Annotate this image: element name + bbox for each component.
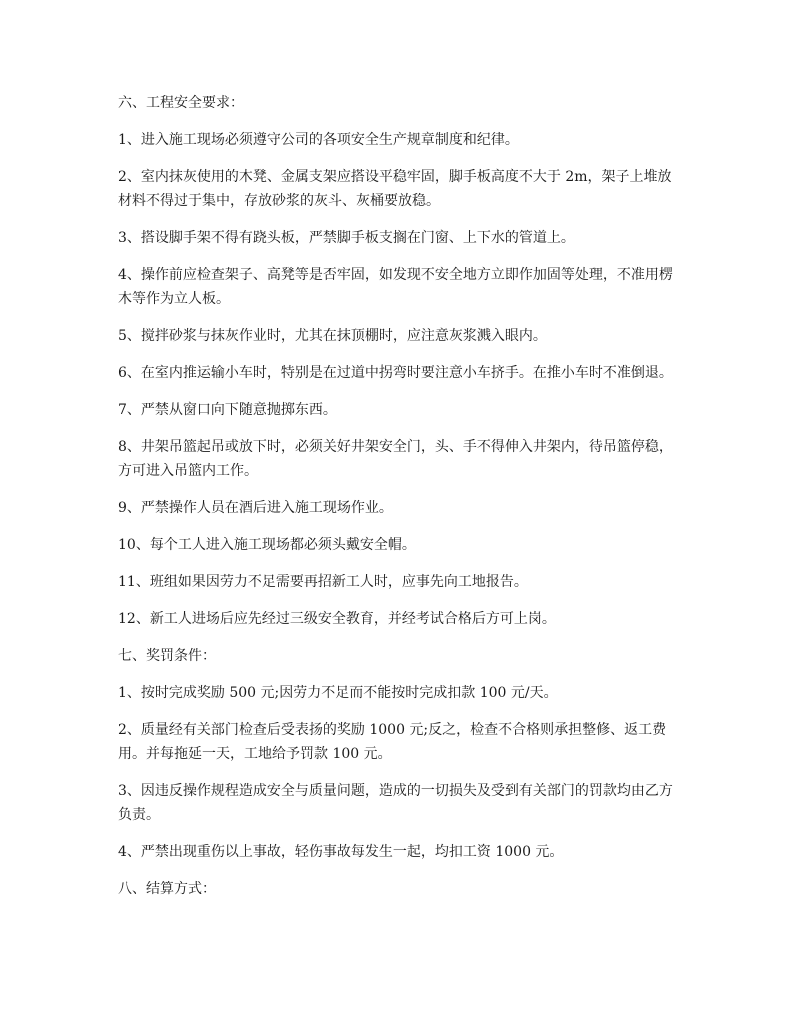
safety-item-5: 5、搅拌砂浆与抹灰作业时，尤其在抹顶棚时，应注意灰浆溅入眼内。: [118, 328, 547, 344]
safety-item-8: 8、井架吊篮起吊或放下时，必须关好井架安全门，头、手不得伸入井架内，待吊篮停稳，方可进入吊篮内工作。: [118, 439, 673, 479]
safety-item-2: 2、室内抹灰使用的木凳、金属支架应搭设平稳牢固，脚手板高度不大于 2m，架子上堆放材料不得过于集中，存放砂浆的灰斗、灰桶要放稳。: [118, 169, 672, 209]
reward-item-3: 3、因违反操作规程造成安全与质量问题，造成的一切损失及受到有关部门的罚款均由乙方负责。: [118, 783, 673, 823]
safety-item-10: 10、每个工人进入施工现场都必须头戴安全帽。: [118, 537, 416, 553]
safety-item-4: 4、操作前应检查架子、高凳等是否牢固，如发现不安全地方立即作加固等处理，不准用楞木等作为立人板。: [118, 267, 673, 307]
reward-item-4: 4、严禁出现重伤以上事故，轻伤事故每发生一起，均扣工资 1000 元。: [118, 844, 564, 860]
safety-item-12: 12、新工人进场后应先经过三级安全教育，并经考试合格后方可上岗。: [118, 611, 556, 627]
section-heading-rewards: 七、奖罚条件：: [118, 648, 216, 664]
section-heading-safety: 六、工程安全要求：: [118, 95, 244, 111]
section-heading-settlement: 八、结算方式：: [118, 881, 216, 897]
safety-item-9: 9、严禁操作人员在酒后进入施工现场作业。: [118, 500, 393, 516]
safety-item-7: 7、严禁从窗口向下随意抛掷东西。: [118, 402, 337, 418]
safety-item-3: 3、搭设脚手架不得有跷头板，严禁脚手板支搁在门窗、上下水的管道上。: [118, 230, 575, 246]
safety-item-1: 1、进入施工现场必须遵守公司的各项安全生产规章制度和纪律。: [118, 132, 519, 148]
safety-item-6: 6、在室内推运输小车时，特别是在过道中拐弯时要注意小车挤手。在推小车时不准倒退。: [118, 365, 673, 381]
document-body: [118, 91, 678, 914]
reward-item-1: 1、按时完成奖励 500 元;因劳力不足而不能按时完成扣款 100 元/天。: [118, 685, 558, 701]
reward-item-2: 2、质量经有关部门检查后受表扬的奖励 1000 元;反之，检查不合格则承担整修、返工费用。并每拖延一天，工地给予罚款 100 元。: [118, 722, 667, 762]
safety-item-11: 11、班组如果因劳力不足需要再招新工人时，应事先向工地报告。: [118, 574, 528, 590]
